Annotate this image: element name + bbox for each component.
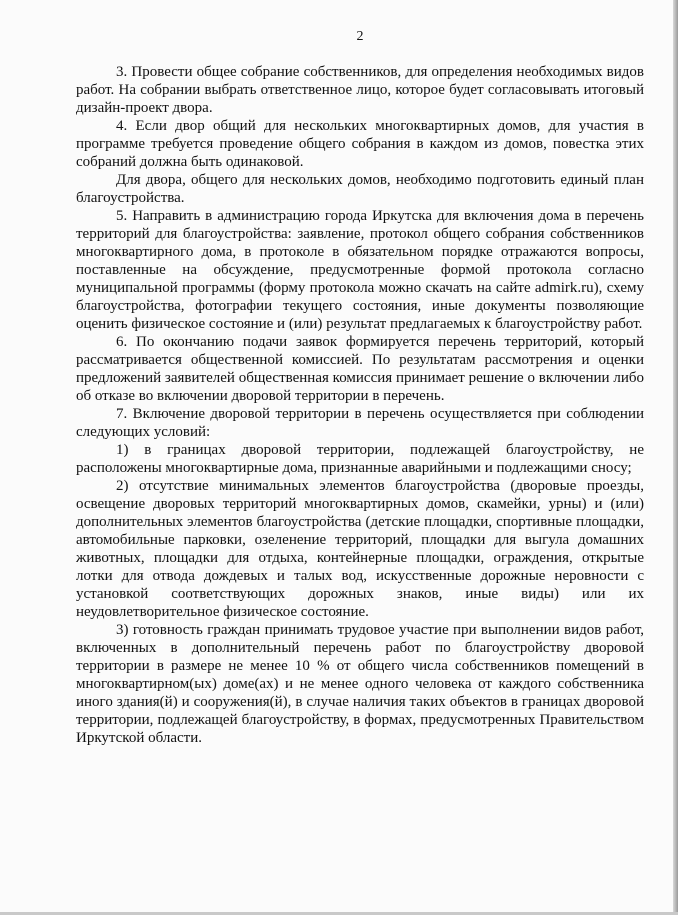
paragraph-3-general-meeting: 3. Провести общее собрание собственников, для определения необходимых видов работ. На собрании выбрать ответственное лицо, которое будет согласовывать итоговый дизайн-проект двора. [76,64,644,116]
page-number: 2 [356,29,364,44]
paragraph-7-conditions: 7. Включение дворовой территории в перечень осуществляется при соблюдении следующих условий: [76,406,644,440]
paragraph-single-plan: Для двора, общего для нескольких домов, необходимо подготовить единый план благоустройства. [76,172,644,206]
condition-3-labor-participation: 3) готовность граждан принимать трудовое участие при выполнении видов работ, включенных в дополнительный перечень работ по благоустройству дворовой территории в размере не менее 10 % от общего числа собственников помещений в многоквартирном(ых) доме(ах) и не менее одного человека от каждого собственника иного здания(й) и сооружения(й), в случае наличия таких объектов в границах дворовой территории, подлежащей благоустройству, в формах, предусмотренных Правительством Иркутской области. [76,622,644,746]
condition-2-missing-elements: 2) отсутствие минимальных элементов благоустройства (дворовые проезды, освещение дворовых территорий многоквартирных домов, скамейки, урны) и (или) дополнительных элементов благоустройства (детские площадки, спортивные площадки, автомобильные парковки, озеленение территорий, площадки для выгула домашних животных, площадки для отдыха, контейнерные площадки, ограждения, открытые лотки для отвода дождевых и талых вод, искусственные дорожные неровности с установкой соответствующих дорожных знаков, иные виды) или их неудовлетворительное физическое состояние. [76,478,644,620]
paragraph-6-commission: 6. По окончанию подачи заявок формируется перечень территорий, который рассматривается общественной комиссией. По результатам рассмотрения и оценки предложений заявителей общественная комиссия принимает решение о включении либо об отказе во включении дворовой территории в перечень. [76,334,644,404]
paragraph-4-shared-yard: 4. Если двор общий для нескольких многоквартирных домов, для участия в программе требуется проведение общего собрания в каждом из домов, повестка этих собраний должна быть одинаковой. [76,118,644,170]
condition-1-no-emergency-houses: 1) в границах дворовой территории, подлежащей благоустройству, не расположены многоквартирные дома, признанные аварийными и подлежащими сносу; [76,442,644,476]
scan-edge-shadow [673,0,678,915]
paragraph-5-submit-documents: 5. Направить в администрацию города Иркутска для включения дома в перечень территорий для благоустройства: заявление, протокол общего собрания собственников многоквартирного дома, в протоколе в обязательном порядке отражаются вопросы, поставленные на обсуждение, предусмотренные формой протокола согласно муниципальной программы (форму протокола можно скачать на сайте admirk.ru), схему благоустройства, фотографии текущего состояния, иные документы позволяющие оценить физическое состояние и (или) результат предлагаемых к благоустройству работ. [76,208,644,332]
document-body [76,63,644,747]
